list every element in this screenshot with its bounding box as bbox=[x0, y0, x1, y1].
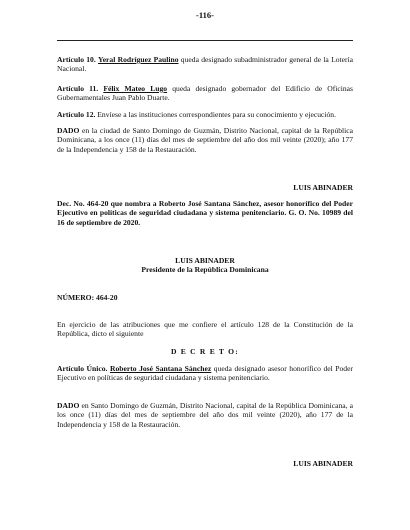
article-11-text: queda designado gobernador del Edificio de Oficinas Gubernamentales Juan Pablo Duarte. bbox=[57, 84, 354, 103]
decreto-heading: D E C R E T O: bbox=[171, 347, 239, 356]
dado-text-2: en Santo Domingo de Guzmán, Distrito Nacional, capital de la República Dominicana, a los once (11) días del mes de septiembre del año dos mil veinte (2020), año 177 de la Independencia y 158 de la Restauración. bbox=[57, 401, 353, 429]
president-title: Presidente de la República Dominicana bbox=[141, 265, 269, 274]
signature-2: LUIS ABINADER bbox=[293, 459, 353, 468]
dado-label-1: DADO bbox=[57, 126, 80, 135]
preamble: En ejercicio de las atribuciones que me confiere el artículo 128 de la Constitución de la República, dicto el siguiente bbox=[57, 320, 353, 339]
article-10-name: Yeral Rodríguez Paulino bbox=[98, 55, 179, 64]
dado-text-1: en la ciudad de Santo Domingo de Guzmán, Distrito Nacional, capital de la República Dominicana, a los once (11) días del mes de septiembre del año dos mil veinte (2020); año 177 de la Independencia y 158 de la Restauración. bbox=[57, 126, 353, 154]
dado-label-2: DADO bbox=[57, 401, 80, 410]
article-11-label: Artículo 11. bbox=[57, 84, 99, 93]
dado-paragraph-1 bbox=[57, 126, 353, 154]
article-unico-name: Roberto José Santana Sánchez bbox=[109, 364, 212, 373]
signature-1: LUIS ABINADER bbox=[293, 183, 353, 192]
decree-title: Dec. No. 464-20 que nombra a Roberto José Santana Sánchez, asesor honorífico del Poder Ejecutivo en políticas de seguridad ciudadana y sistema penitenciario. G. O. No. 10989 del 16 de septiembre de 2020. bbox=[57, 199, 353, 227]
article-unico bbox=[57, 364, 353, 383]
article-12-label: Artículo 12. bbox=[57, 110, 96, 119]
decree-number: NÚMERO: 464-20 bbox=[57, 293, 118, 302]
article-10-label: Artículo 10. bbox=[57, 55, 96, 64]
article-12-text: Envíese a las instituciones correspondientes para su conocimiento y ejecución. bbox=[95, 110, 336, 119]
article-10 bbox=[57, 55, 353, 74]
article-11-name: Félix Mateo Lugo bbox=[103, 84, 168, 93]
page-number: -116- bbox=[196, 10, 214, 20]
header-rule bbox=[57, 40, 353, 41]
article-11 bbox=[57, 84, 353, 103]
article-unico-text: queda designado asesor honorífico del Poder Ejecutivo en políticas de seguridad ciudadana y sistema penitenciario. bbox=[57, 364, 354, 383]
dado-paragraph-2 bbox=[57, 401, 353, 429]
president-name: LUIS ABINADER bbox=[175, 256, 235, 265]
article-unico-label: Artículo Único. bbox=[57, 364, 108, 373]
article-12 bbox=[57, 110, 353, 119]
article-10-text: queda designado subadministrador general de la Lotería Nacional. bbox=[57, 55, 353, 74]
